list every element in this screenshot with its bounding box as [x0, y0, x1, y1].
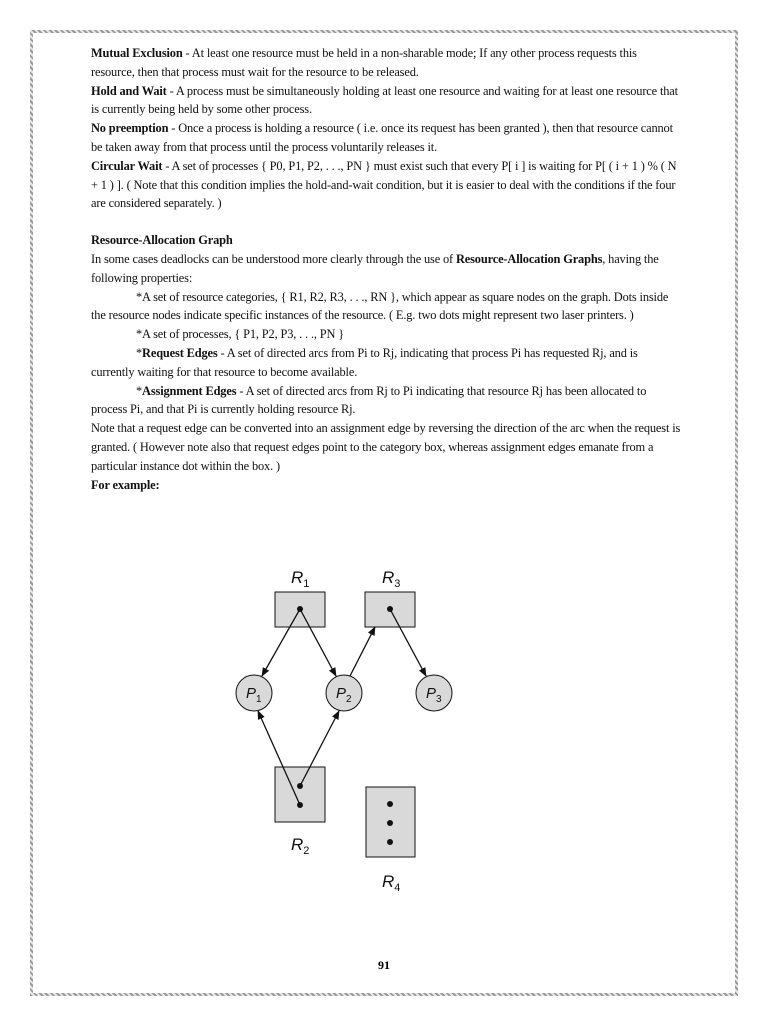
property-resource-categories: *A set of resource categories, { R1, R2, R3, . . ., RN }, which appear as square nodes on the graph. Dots inside the resource nodes indicate specific instances of the resource. ( E.g. two dots might represent two laser printers. ): [91, 289, 669, 323]
label-p1: $P_1$: [246, 685, 262, 705]
definition: - A set of directed arcs from Pi to Rj, indicating that process Pi has requested Rj, and is currently waiting for that resource to become available.: [91, 345, 638, 379]
intro-text: In some cases deadlocks can be understood more clearly through the use of: [91, 251, 456, 266]
definition: - At least one resource must be held in a non-sharable mode; If any other process requests this resource, then that process must wait for the resource to be released.: [91, 46, 637, 79]
property-request-edges: [91, 344, 681, 382]
resource-allocation-graph: [220, 555, 470, 900]
example-text: For example:: [91, 477, 160, 492]
section-heading: [91, 231, 681, 250]
bullet: *: [136, 345, 143, 360]
term: Request Edges: [142, 345, 218, 360]
definition: - A set of processes { P0, P1, P2, . . ., PN } must exist such that every P[ i ] is waiting for P[ ( i + 1 ) % ( N + 1 ) ]. ( Note that this condition implies the hold-and-wait condition, but it is easier to deal with the conditions if the four are considered separately. ): [91, 158, 677, 211]
term: Circular Wait: [91, 158, 163, 173]
bullet: *: [136, 383, 143, 398]
condition-circular-wait: [91, 157, 681, 213]
term: Mutual Exclusion: [91, 46, 183, 60]
page-number: 91: [378, 958, 390, 972]
conversion-note: Note that a request edge can be converted into an assignment edge by reversing the direction of the arc when the request is granted. ( However note also that request edges point to the category box, whereas assignment edges emanate from a particular instance dot within the box. ): [91, 421, 681, 473]
definition: - A process must be simultaneously holding at least one resource and waiting for at least one resource that is currently being held by some other process.: [91, 83, 678, 117]
edge-p2-to-r3: [350, 627, 375, 676]
label-r1: $R_1$: [291, 568, 310, 590]
spacer: [91, 213, 681, 231]
term: Assignment Edges: [142, 383, 237, 398]
definition: - A set of directed arcs from Rj to Pi indicating that resource Rj has been allocated to process Pi, and that Pi is currently holding resource Rj.: [91, 383, 647, 417]
page-body: [91, 44, 681, 494]
instance-dot: [387, 839, 393, 845]
label-r4: $R_4$: [382, 872, 401, 894]
intro-tail: , having the following properties:: [91, 251, 659, 285]
property-assignment-edges: [91, 382, 681, 420]
intro-bold: Resource-Allocation Graphs: [455, 251, 603, 266]
condition-mutual-exclusion: [91, 44, 681, 82]
definition: - Once a process is holding a resource ( i.e. once its request has been granted ), then that resource cannot be taken away from that process until the process voluntarily releases it.: [91, 121, 673, 154]
instance-dot: [387, 801, 393, 807]
example-label: [91, 476, 681, 495]
label-p3: $P_3$: [426, 685, 442, 705]
label-p2: $P_2$: [336, 685, 352, 705]
label-r2: $R_2$: [291, 835, 310, 857]
term: Hold and Wait: [91, 83, 167, 98]
resource-node-r2: [275, 767, 325, 822]
condition-no-preemption: [91, 119, 681, 157]
instance-dot: [387, 820, 393, 826]
label-r3: $R_3$: [382, 568, 401, 590]
property-processes: *A set of processes, { P1, P2, P3, . . ., PN }: [136, 327, 345, 342]
term: No preemption: [91, 121, 169, 136]
rag-intro: [91, 250, 681, 288]
condition-hold-and-wait: [91, 82, 681, 120]
heading-text: Resource-Allocation Graph: [91, 233, 233, 248]
